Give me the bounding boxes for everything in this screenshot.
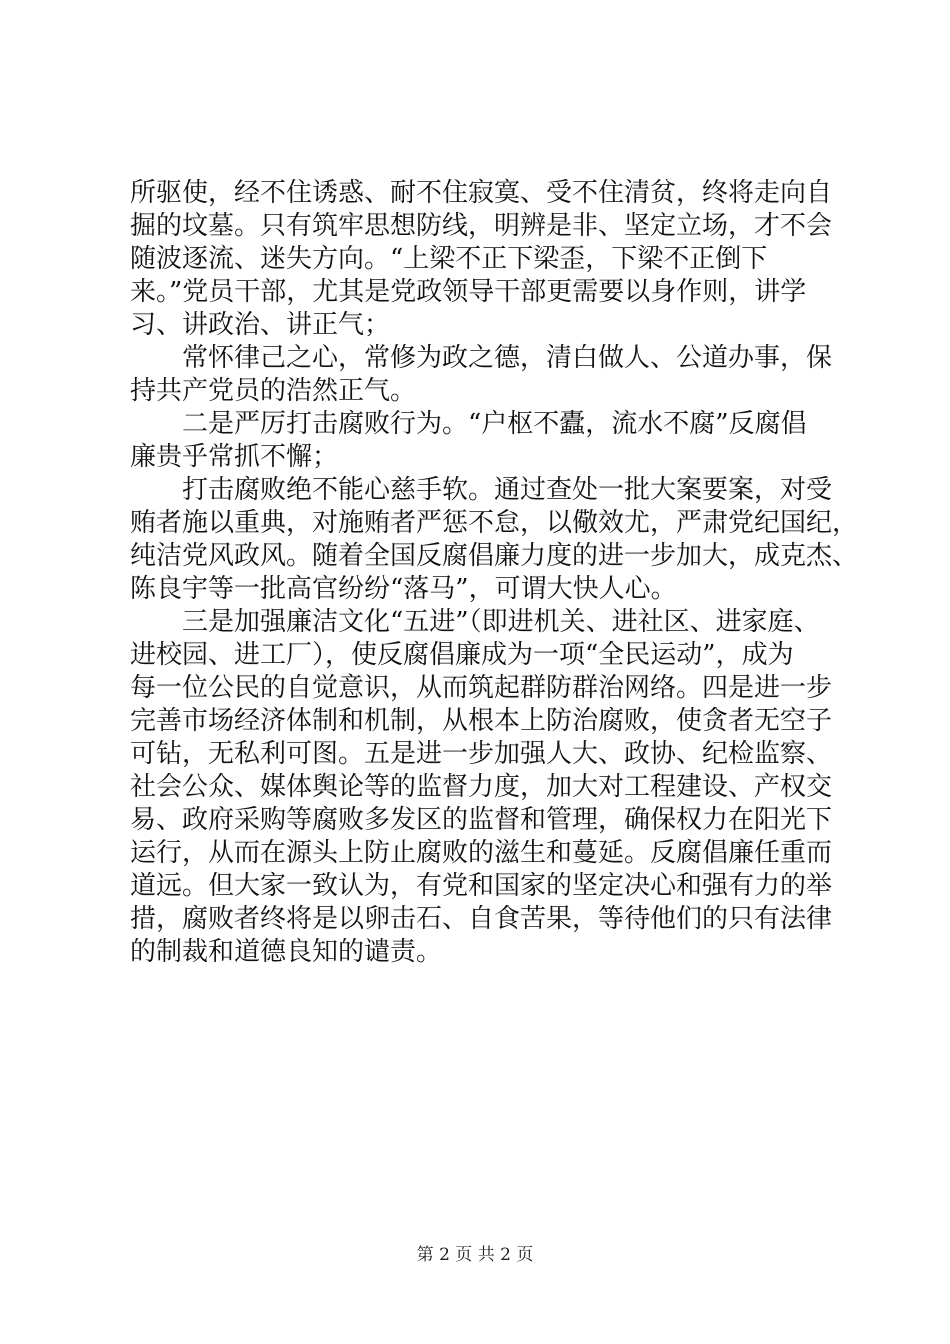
body-text-line: 所驱使，经不住诱惑、耐不住寂寞、受不住清贫，终将走向自 bbox=[130, 178, 833, 208]
body-text-line: 打击腐败绝不能心慈手软。通过查处一批大案要案，对受 bbox=[130, 475, 833, 505]
body-text-line: 运行，从而在源头上防止腐败的滋生和蔓延。反腐倡廉任重而 bbox=[130, 838, 833, 868]
body-text-line: 进校园、进工厂），使反腐倡廉成为一项“全民运动”，成为 bbox=[130, 640, 794, 670]
body-text-line: 社会公众、媒体舆论等的监督力度，加大对工程建设、产权交 bbox=[130, 772, 833, 802]
body-text-line: 来。”党员干部，尤其是党政领导干部更需要以身作则，讲学 bbox=[130, 277, 807, 307]
body-text-line: 完善市场经济体制和机制，从根本上防治腐败，使贪者无空子 bbox=[130, 706, 833, 736]
body-text-line: 每一位公民的自觉意识，从而筑起群防群治网络。四是进一步 bbox=[130, 673, 833, 703]
body-text-line: 习、讲政治、讲正气； bbox=[130, 310, 391, 340]
body-text-line: 随波逐流、迷失方向。“上梁不正下梁歪，下梁不正倒下 bbox=[130, 244, 768, 274]
body-text-line: 纯洁党风政风。随着全国反腐倡廉力度的进一步加大，成克杰、 bbox=[130, 541, 859, 571]
body-text-line: 持共产党员的浩然正气。 bbox=[130, 376, 417, 406]
body-text-line: 廉贵乎常抓不懈； bbox=[130, 442, 339, 472]
body-text-line: 的制裁和道德良知的谴责。 bbox=[130, 937, 443, 967]
body-text-line: 道远。但大家一致认为，有党和国家的坚定决心和强有力的举 bbox=[130, 871, 833, 901]
body-text-line: 常怀律己之心，常修为政之德，清白做人、公道办事，保 bbox=[130, 343, 833, 373]
page-number-footer: 第 2 页 共 2 页 bbox=[416, 1245, 534, 1265]
body-text-line: 贿者施以重典，对施贿者严惩不怠，以儆效尤，严肃党纪国纪， bbox=[130, 508, 859, 538]
body-text-line: 可钻，无私利可图。五是进一步加强人大、政协、纪检监察、 bbox=[130, 739, 833, 769]
body-text-line: 二是严厉打击腐败行为。“户枢不蠹，流水不腐”反腐倡 bbox=[130, 409, 807, 439]
body-text-line: 掘的坟墓。只有筑牢思想防线，明辨是非、坚定立场，才不会 bbox=[130, 211, 833, 241]
body-text-line: 易、政府采购等腐败多发区的监督和管理，确保权力在阳光下 bbox=[130, 805, 833, 835]
body-text-line: 措，腐败者终将是以卵击石、自食苦果，等待他们的只有法律 bbox=[130, 904, 833, 934]
body-text-line: 三是加强廉洁文化“五进”（即进机关、进社区、进家庭、 bbox=[130, 607, 820, 637]
body-text-line: 陈良宇等一批高官纷纷“落马”，可谓大快人心。 bbox=[130, 574, 677, 604]
